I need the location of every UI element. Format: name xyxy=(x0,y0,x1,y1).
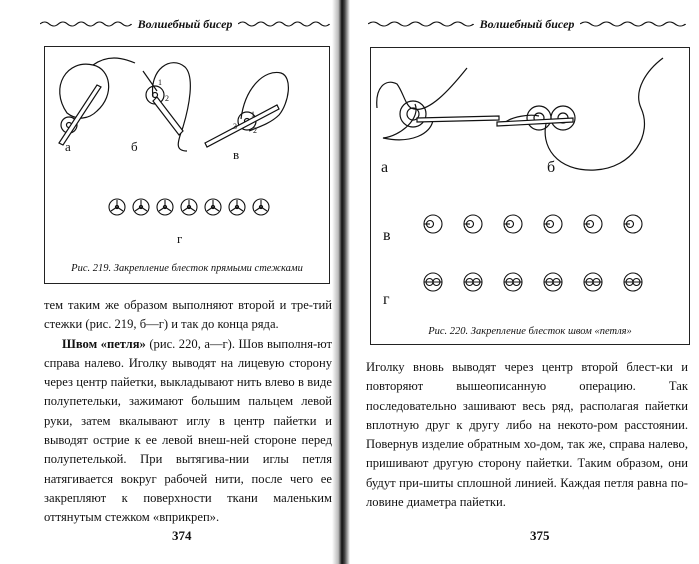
header-wave-ornament xyxy=(580,20,686,28)
header-title: Волшебный бисер xyxy=(479,16,575,31)
paragraph-lead: Швом «петля» xyxy=(62,336,146,351)
label-v: в xyxy=(383,227,391,244)
diagram-b xyxy=(497,58,663,170)
paragraph xyxy=(44,335,332,528)
diagram-b xyxy=(143,63,190,151)
diagram-g-sequin-row xyxy=(424,273,642,291)
sequin-stitch-illustration xyxy=(45,47,329,283)
diagram-g-sequin-row xyxy=(109,199,269,215)
svg-text:3: 3 xyxy=(233,122,237,131)
running-header xyxy=(40,14,330,34)
svg-text:1: 1 xyxy=(251,110,255,119)
figure-caption: Рис. 219. Закрепление блесток прямыми стежками xyxy=(71,263,303,274)
diagram-v-sequin-row xyxy=(424,215,642,233)
figure-219 xyxy=(44,46,330,284)
running-header xyxy=(368,14,686,34)
paragraph: тем таким же образом выполняют второй и тре-тий стежки (рис. 219, б—г) и так до конца ряда. xyxy=(44,298,332,332)
book-spine-shadow xyxy=(332,0,350,564)
label-b: б xyxy=(547,159,556,176)
page-number: 375 xyxy=(530,528,550,543)
header-wave-ornament xyxy=(40,20,132,28)
label-a: а xyxy=(65,139,71,154)
label-a: а xyxy=(381,159,389,176)
figure-caption: Рис. 220. Закрепление блесток швом «петля» xyxy=(428,326,632,337)
paragraph-rest: (рис. 220, а—г). Шов выполня-ют справа налево. Иголку выводят на лицевую сторону через центр пайетки, выкладывают нить влево в виде полупетельки, зажимают большим пальцем левой руки, затем вкалывают иглу в центр пайетки и выводят острие к ее левой внеш-ней стороне перед полупетелькой. При вытягива-нии иглы петля натягивается вокруг рабочей нити, после чего ее закрепляют к поверхности ткани маленьким оттянутым стежком «вприкреп». xyxy=(44,336,332,525)
svg-text:2: 2 xyxy=(253,126,257,135)
header-wave-ornament xyxy=(238,20,330,28)
loop-stitch-illustration xyxy=(371,48,689,344)
label-b: б xyxy=(131,139,138,154)
label-g: г xyxy=(177,231,183,246)
label-g: г xyxy=(383,291,390,308)
diagram-v xyxy=(205,72,288,147)
paragraph: Иголку вновь выводят через центр второй блест-ки и повторяют вышеописанную операцию. Так последовательно зашивают весь ряд, располагая пайетки вплотную друг к другу либо на некото-ром расстоянии. Повернув изделие обратным хо-дом, так же, справа налево, пришивают другую сторону пайетки. Таким образом, они будут при-шиты сплошной линией. Каждая петля равна по-ловине диаметра пайетки. xyxy=(366,360,688,510)
svg-text:2: 2 xyxy=(165,94,169,103)
label-v: в xyxy=(233,147,240,162)
svg-text:1: 1 xyxy=(158,78,162,87)
right-page xyxy=(352,0,699,564)
header-title: Волшебный бисер xyxy=(137,16,233,31)
header-wave-ornament xyxy=(368,20,474,28)
diagram-a xyxy=(59,58,135,145)
left-page xyxy=(0,0,345,564)
page-number: 374 xyxy=(172,528,192,543)
figure-220 xyxy=(370,47,690,345)
body-text xyxy=(366,358,688,512)
diagram-a xyxy=(377,68,499,140)
body-text xyxy=(44,296,332,528)
